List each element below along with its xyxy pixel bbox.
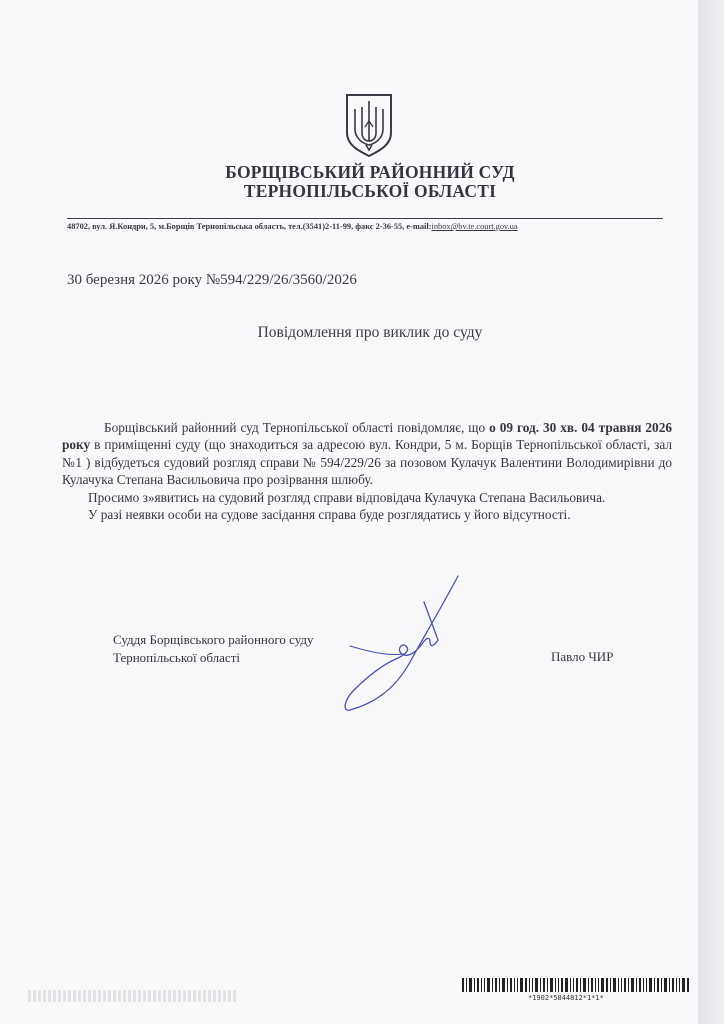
judge-name: Павло ЧИР <box>551 649 614 664</box>
document-title: Повідомлення про виклик до суду <box>257 324 483 341</box>
email-link[interactable]: inbox@bv.te.court.gov.ua <box>431 222 518 231</box>
handwritten-signature <box>340 570 470 720</box>
judge-title-line2: Тернопільської області <box>113 650 240 665</box>
contact-line <box>67 222 677 231</box>
court-name-line1: БОРЩІВСЬКИЙ РАЙОННИЙ СУД <box>225 162 515 182</box>
scan-edge <box>698 0 724 1024</box>
barcode <box>462 978 690 992</box>
judge-title <box>113 631 314 667</box>
paragraph-1-start: Борщівський районний суд Тернопільської області повідомляє, що <box>104 420 490 435</box>
contact-address: 48702, вул. Я.Кондри, 5, м.Борщів Тернопільська область, тел.(3541)2-11-99, факс 2-36-55, e-mail: <box>67 222 432 231</box>
date-and-number: 30 березня 2026 року №594/229/26/3560/2026 <box>67 272 357 288</box>
notice-paragraph-2: Просимо з»явитись на судовий розгляд справи відповідача Кулачука Степана Васильовича. <box>88 489 606 505</box>
hearing-datetime: о 09 год. 30 хв. 04 травня 2026 року <box>62 420 672 453</box>
notice-body <box>62 419 672 523</box>
court-name-line2: ТЕРНОПІЛЬСЬКОЇ ОБЛАСТІ <box>243 181 497 201</box>
faint-footer-marks <box>28 990 238 1002</box>
judge-title-line1: Суддя Борщівського районного суду <box>113 632 314 647</box>
paragraph-1-end: в приміщенні суду (що знаходиться за адресою вул. Кондри, 5 м. Борщів Тернопільської області, зал №1 ) відбудеться судовий розгляд справи № 594/229/26 за позовом Кулачук Валентини Володимирівни до Кулачука Степана Васильовича про розірвання шлюбу. <box>62 437 672 488</box>
coat-of-arms-icon <box>344 93 394 157</box>
notice-paragraph-3: У разі неявки особи на судове засідання справа буде розглядатись у його відсутності. <box>88 507 571 523</box>
header-divider <box>67 218 663 219</box>
barcode-number: *1902*5844812*1*1* <box>528 994 604 1002</box>
notice-paragraph-1 <box>62 419 672 489</box>
